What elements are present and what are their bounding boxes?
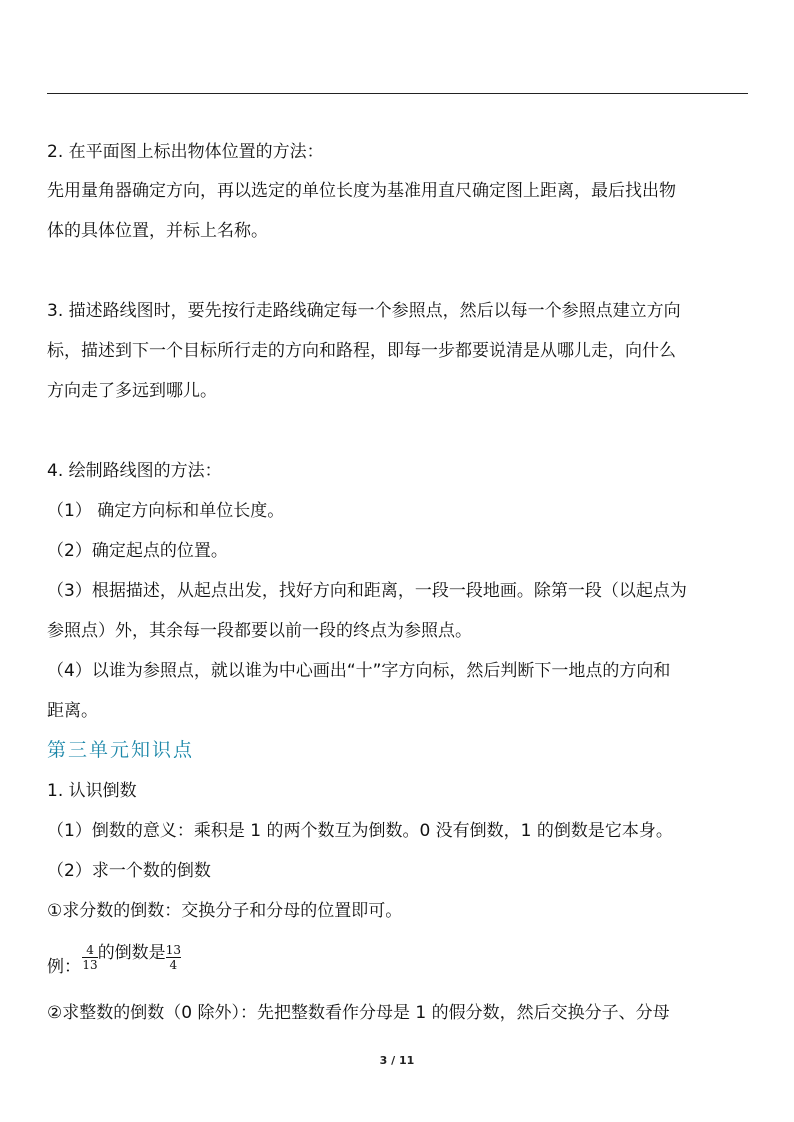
section4-step2: （2）确定起点的位置。 [47,541,228,561]
unit3-method2: ②求整数的倒数（0 除外）：先把整数看作分母是 1 的假分数，然后交换分子、分母 [47,1003,670,1023]
fraction-1-numerator: 4 [86,942,94,957]
unit3-item1-subtitle: （2）求一个数的倒数 [47,861,211,881]
section4-step1: （1） 确定方向标和单位长度。 [47,501,285,521]
section3-line-2: 标，描述到下一个目标所行走的方向和路程，即每一步都要说清是从哪儿走，向什么 [47,341,676,361]
section4-step3-line-1: （3）根据描述，从起点出发，找好方向和距离，一段一段地画。除第一段（以起点为 [47,581,687,601]
fraction-2-numerator: 13 [165,942,181,957]
section2-title: 2. 在平面图上标出物体位置的方法： [47,142,324,162]
unit3-method1: ①求分数的倒数：交换分子和分母的位置即可。 [47,901,403,921]
unit3-item1-title: 1. 认识倒数 [47,781,137,801]
section4-step4-line-2: 距离。 [47,701,98,721]
page-number: 3 / 11 [379,1054,415,1067]
example-prefix: 例： [47,957,81,977]
fraction-1-denominator: 13 [82,957,98,972]
section4-step3-line-2: 参照点）外，其余每一段都要以前一段的终点为参照点。 [47,621,472,641]
unit3-example [47,934,181,986]
section4-step4-line-1: （4）以谁为参照点，就以谁为中心画出“十”字方向标，然后判断下一地点的方向和 [47,661,671,681]
fraction-2-denominator: 4 [169,957,178,972]
section2-line-1: 先用量角器确定方向，再以选定的单位长度为基准用直尺确定图上距离，最后找出物 [47,181,676,201]
example-fraction-1 [82,944,97,971]
unit3-item1-definition: （1）倒数的意义：乘积是 1 的两个数互为倒数。0 没有倒数，1 的倒数是它本身。 [47,821,673,841]
section3-line-1: 3. 描述路线图时，要先按行走路线确定每一个参照点，然后以每一个参照点建立方向 [47,301,681,321]
header-rule [47,93,748,94]
example-fraction-2 [166,944,181,971]
section3-line-3: 方向走了多远到哪儿。 [47,381,217,401]
section2-line-2: 体的具体位置，并标上名称。 [47,221,268,241]
example-middle-text: 的倒数是 [97,943,166,963]
section4-title: 4. 绘制路线图的方法： [47,461,222,481]
unit3-heading: 第三单元知识点 [47,739,195,761]
